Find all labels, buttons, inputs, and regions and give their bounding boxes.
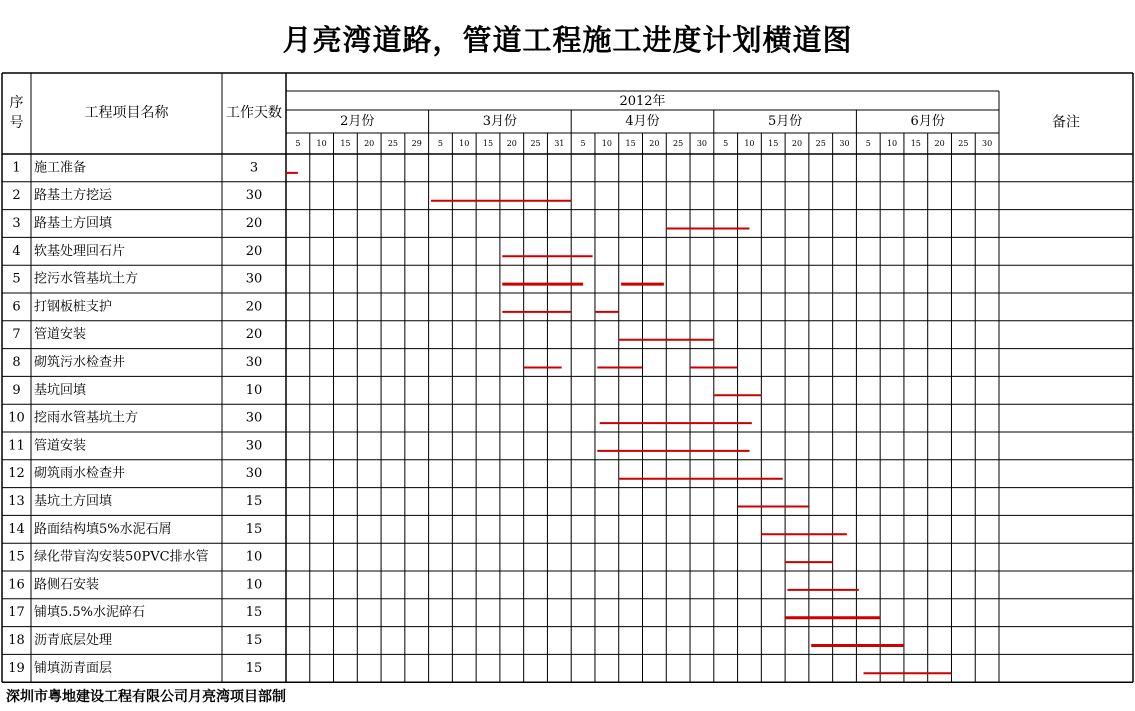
row-number: 4: [12, 243, 21, 259]
row-task-name: 绿化带盲沟安装50PVC排水管: [34, 549, 209, 565]
header-day-tick: 10: [459, 139, 470, 148]
header-day-tick: 20: [649, 139, 660, 148]
row-task-name: 打钢板桩支护: [34, 299, 113, 315]
row-number: 10: [8, 410, 25, 426]
header-day-tick: 5: [723, 139, 729, 148]
header-day-tick: 5: [295, 139, 301, 148]
row-number: 7: [12, 327, 21, 343]
row-work-days: 10: [245, 382, 263, 398]
header-seq-bottom: 号: [9, 115, 24, 131]
row-work-days: 15: [245, 605, 263, 621]
header-day-tick: 30: [839, 139, 850, 148]
row-work-days: 30: [245, 188, 263, 204]
row-task-name: 软基处理回石片: [34, 243, 126, 259]
row-work-days: 30: [245, 410, 263, 426]
row-work-days: 15: [245, 633, 263, 648]
header-day-tick: 5: [865, 139, 871, 148]
row-number: 18: [8, 633, 25, 648]
row-work-days: 15: [245, 521, 263, 537]
row-number: 9: [12, 382, 21, 398]
header-day-tick: 20: [506, 139, 517, 148]
header-day-tick: 25: [387, 139, 399, 148]
row-work-days: 30: [245, 466, 263, 482]
header-day-tick: 30: [696, 139, 708, 148]
header-day-tick: 5: [437, 139, 444, 148]
row-work-days: 30: [245, 438, 263, 454]
row-number: 5: [12, 271, 21, 287]
row-number: 11: [8, 438, 25, 454]
header-month-label: 2月份: [340, 114, 375, 129]
row-number: 8: [12, 355, 21, 370]
header-day-tick: 15: [910, 139, 921, 148]
footer-company: 深圳市粤地建设工程有限公司月亮湾项目部制: [6, 689, 286, 705]
row-task-name: 路侧石安装: [34, 577, 100, 593]
row-task-name: 基坑土方回填: [34, 494, 113, 509]
header-day-tick: 20: [934, 139, 945, 148]
row-task-name: 管道安装: [34, 327, 87, 343]
row-number: 3: [12, 216, 21, 231]
header-days: 工作天数: [226, 105, 282, 121]
row-task-name: 管道安装: [34, 438, 87, 454]
row-number: 13: [8, 494, 25, 509]
header-day-tick: 15: [482, 139, 494, 148]
row-number: 14: [8, 521, 25, 537]
row-work-days: 30: [245, 355, 263, 370]
header-name: 工程项目名称: [84, 105, 169, 121]
header-day-tick: 15: [768, 139, 779, 148]
header-year: 2012年: [619, 94, 666, 109]
header-month-label: 6月份: [910, 114, 945, 129]
row-number: 15: [8, 549, 25, 565]
header-day-tick: 31: [554, 139, 565, 148]
header-month-label: 3月份: [482, 114, 518, 129]
header-day-tick: 29: [411, 139, 422, 148]
header-day-tick: 30: [982, 139, 993, 148]
header-month-label: 4月份: [625, 114, 660, 129]
row-task-name: 路基土方挖运: [34, 188, 113, 204]
header-day-tick: 20: [791, 139, 803, 148]
row-task-name: 沥青底层处理: [34, 633, 113, 648]
header-day-tick: 15: [625, 139, 636, 148]
row-number: 2: [12, 188, 21, 204]
row-work-days: 3: [249, 160, 259, 176]
row-number: 16: [8, 577, 25, 593]
header-day-tick: 15: [340, 139, 351, 148]
row-work-days: 10: [245, 549, 263, 565]
header-seq-top: 序: [9, 95, 24, 111]
row-work-days: 20: [245, 327, 263, 343]
row-task-name: 路基土方回填: [34, 216, 113, 231]
header-day-tick: 10: [316, 139, 327, 148]
header-day-tick: 25: [958, 139, 969, 148]
row-number: 19: [8, 660, 25, 676]
header-month-label: 5月份: [767, 114, 803, 129]
row-work-days: 30: [245, 271, 263, 287]
row-task-name: 砌筑污水检查井: [34, 355, 126, 370]
header-day-tick: 10: [886, 139, 898, 148]
header-remarks: 备注: [1052, 114, 1080, 131]
row-number: 12: [8, 466, 25, 482]
header-day-tick: 10: [601, 139, 612, 148]
header-day-tick: 25: [673, 139, 684, 148]
row-number: 17: [8, 605, 25, 621]
row-work-days: 15: [245, 660, 263, 676]
row-task-name: 路面结构填5%水泥石屑: [34, 521, 172, 537]
row-task-name: 挖污水管基坑土方: [34, 271, 139, 287]
row-work-days: 20: [245, 299, 263, 315]
row-number: 6: [12, 299, 21, 315]
row-number: 1: [12, 160, 21, 176]
row-task-name: 铺填5.5%水泥碎石: [34, 605, 146, 621]
header-day-tick: 25: [815, 139, 826, 148]
row-work-days: 10: [245, 577, 263, 593]
header-day-tick: 25: [530, 139, 541, 148]
header-day-tick: 5: [580, 139, 586, 148]
row-work-days: 20: [245, 243, 263, 259]
header-day-tick: 20: [364, 139, 375, 148]
header-day-tick: 10: [744, 139, 755, 148]
row-work-days: 20: [245, 216, 263, 231]
row-task-name: 挖雨水管基坑土方: [34, 410, 139, 426]
row-task-name: 铺填沥青面层: [34, 660, 113, 676]
row-task-name: 施工准备: [34, 160, 87, 176]
row-task-name: 基坑回填: [34, 382, 87, 398]
row-work-days: 15: [245, 494, 263, 509]
chart-title: 月亮湾道路，管道工程施工进度计划横道图: [282, 23, 853, 57]
row-task-name: 砌筑雨水检查井: [34, 466, 126, 482]
